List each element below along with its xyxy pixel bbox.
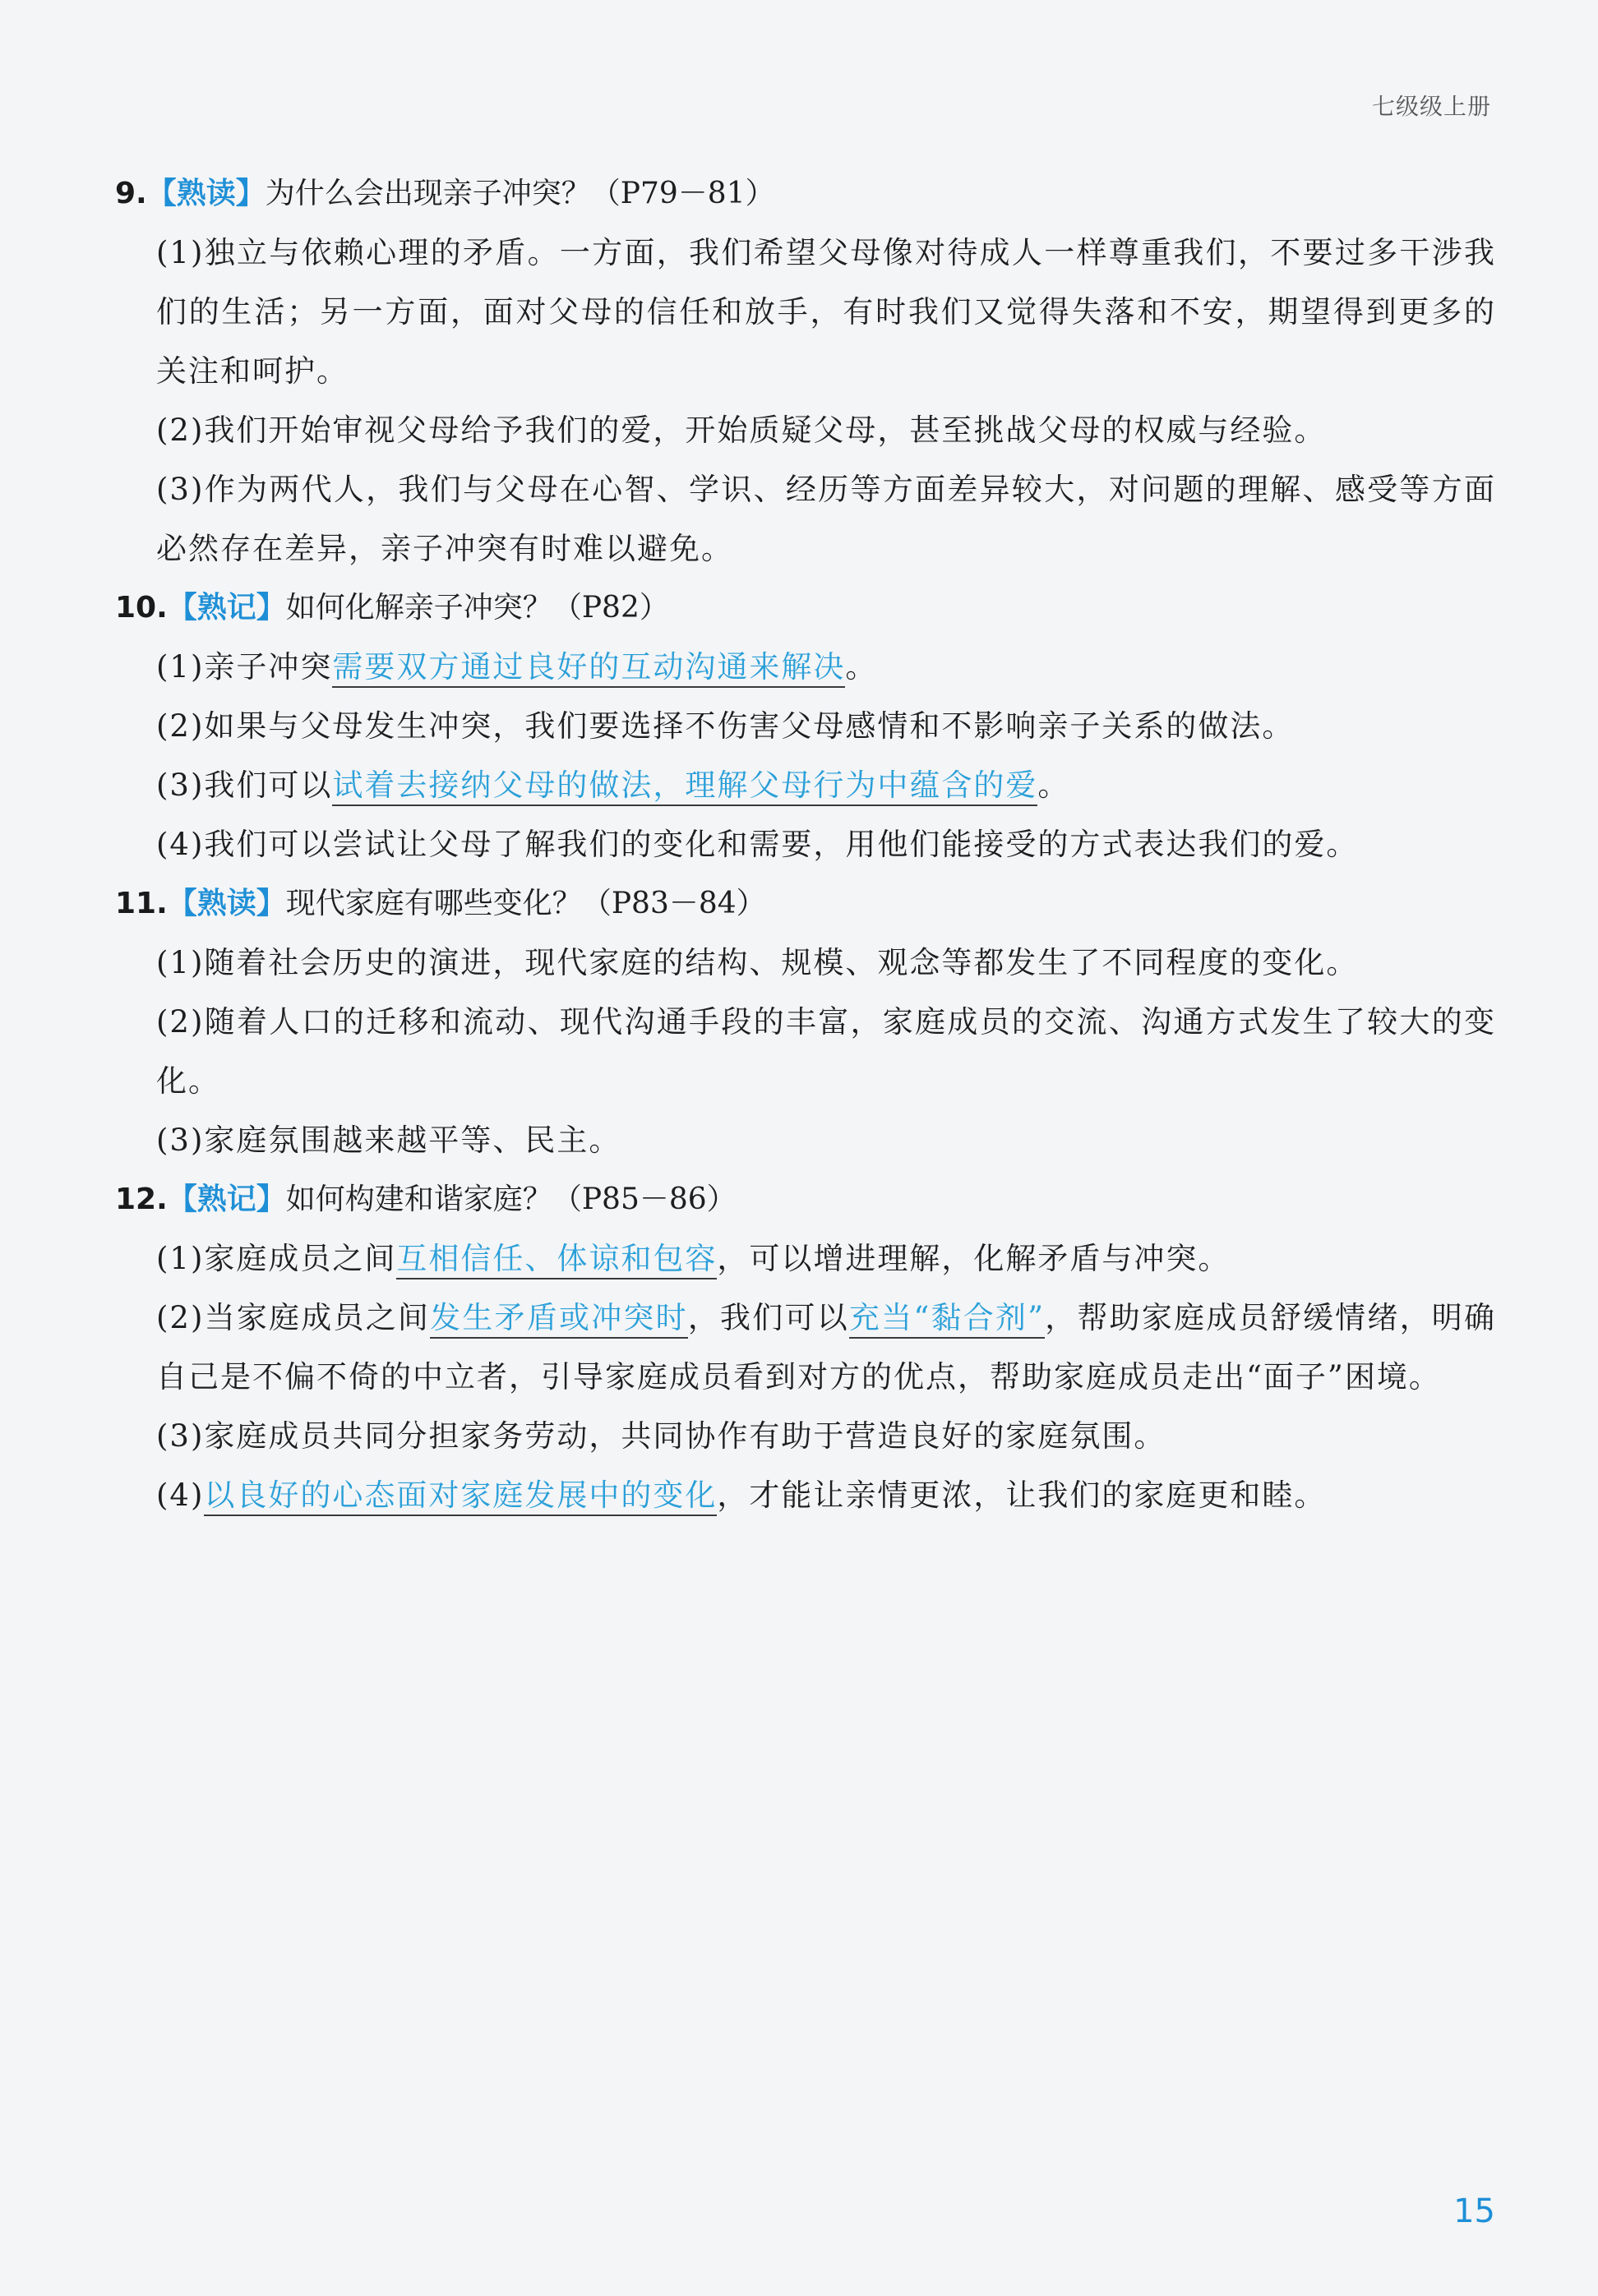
page-header-grade: 七级级上册: [1371, 93, 1491, 120]
question-tag: 【熟记】: [167, 1183, 286, 1216]
answer-text: ，帮助家庭成员舒缓情绪，明确自己是不偏不倚的中立者，引导家庭成员看到对方的优点，帮助家庭成员走出“面子”困境。: [156, 1300, 1497, 1395]
answer-text: (2)我们开始审视父母给予我们的爱，开始质疑父母，甚至挑战父母的权威与经验。: [156, 413, 1327, 448]
question-block: [115, 164, 1496, 579]
answer-text: (3)家庭氛围越来越平等、民主。: [156, 1123, 621, 1158]
question-tag: 【熟读】: [167, 887, 286, 920]
page-reference: （P82）: [552, 591, 669, 625]
answer-item: [115, 1407, 1496, 1466]
answer-text: (3)我们可以: [156, 768, 333, 803]
page-reference: （P85－86）: [552, 1183, 737, 1216]
question-block: [115, 579, 1496, 874]
answer-text: 。: [845, 649, 878, 685]
answer-text: (1)独立与依赖心理的矛盾。一方面，我们希望父母像对待成人一样尊重我们，不要过多干涉我们的生活；另一方面，面对父母的信任和放手，有时我们又觉得失落和不安，期望得到更多的关注和呵护。: [156, 235, 1496, 389]
answer-text: ，才能让亲情更浓，让我们的家庭更和睦。: [717, 1478, 1327, 1513]
answer-text: (2)当家庭成员之间: [156, 1300, 431, 1335]
answer-text: ，可以增进理解，化解矛盾与冲突。: [717, 1241, 1231, 1276]
document-body: [115, 164, 1496, 1525]
answer-text: (3)作为两代人，我们与父母在心智、学识、经历等方面差异较大，对问题的理解、感受等方面必然存在差异，亲子冲突有时难以避免。: [156, 472, 1496, 566]
question-block: [115, 874, 1496, 1170]
question-title: [115, 1170, 1496, 1229]
answer-item: [115, 815, 1496, 874]
answer-item: [115, 1466, 1496, 1525]
answer-item: [115, 1289, 1496, 1407]
question-number: 9.: [115, 177, 147, 210]
answer-item: [115, 934, 1496, 993]
question-text: 现代家庭有哪些变化？: [285, 887, 582, 920]
question-block: [115, 1170, 1496, 1525]
answer-item: [115, 1111, 1496, 1170]
answer-text: (1)亲子冲突: [156, 649, 333, 685]
question-number: 11.: [115, 887, 168, 920]
question-text: 为什么会出现亲子冲突？: [265, 177, 591, 210]
answer-text: (3)家庭成员共同分担家务劳动，共同协作有助于营造良好的家庭氛围。: [156, 1418, 1166, 1454]
answer-text: (4)我们可以尝试让父母了解我们的变化和需要，用他们能接受的方式表达我们的爱。: [156, 827, 1359, 862]
answer-text: 。: [1037, 768, 1070, 803]
filled-answer: 互相信任、体谅和包容: [396, 1241, 717, 1279]
question-title: [115, 874, 1496, 934]
filled-answer: 需要双方通过良好的互动沟通来解决: [332, 649, 845, 688]
answer-text: (4): [156, 1478, 205, 1513]
filled-answer: 以良好的心态面对家庭发展中的变化: [204, 1478, 717, 1516]
page-reference: （P83－84）: [581, 887, 766, 920]
answer-text: (2)如果与父母发生冲突，我们要选择不伤害父母感情和不影响亲子关系的做法。: [156, 708, 1295, 744]
question-text: 如何化解亲子冲突？: [285, 591, 552, 625]
question-title: [115, 164, 1496, 224]
answer-item: [115, 1229, 1496, 1289]
answer-text: ，我们可以: [687, 1300, 849, 1335]
question-title: [115, 579, 1496, 638]
filled-answer: 试着去接纳父母的做法，理解父母行为中蕴含的爱: [332, 768, 1037, 806]
answer-text: (1)家庭成员之间: [156, 1241, 397, 1276]
question-tag: 【熟记】: [167, 591, 286, 625]
answer-item: [115, 401, 1496, 460]
answer-item: [115, 224, 1496, 401]
page-number: 15: [1453, 2192, 1495, 2230]
filled-answer: 发生矛盾或冲突时: [430, 1300, 688, 1339]
question-number: 12.: [115, 1183, 168, 1216]
filled-answer: 充当“黏合剂”: [849, 1300, 1045, 1339]
question-number: 10.: [115, 591, 168, 625]
answer-item: [115, 460, 1496, 579]
answer-item: [115, 993, 1496, 1111]
answer-text: (1)随着社会历史的演进，现代家庭的结构、规模、观念等都发生了不同程度的变化。: [156, 945, 1359, 980]
answer-text: (2)随着人口的迁移和流动、现代沟通手段的丰富，家庭成员的交流、沟通方式发生了较大的变化。: [156, 1004, 1496, 1099]
question-text: 如何构建和谐家庭？: [285, 1183, 552, 1216]
answer-item: [115, 638, 1496, 697]
question-tag: 【熟读】: [146, 177, 266, 210]
answer-item: [115, 756, 1496, 815]
answer-item: [115, 697, 1496, 756]
page-reference: （P79－81）: [590, 177, 775, 210]
